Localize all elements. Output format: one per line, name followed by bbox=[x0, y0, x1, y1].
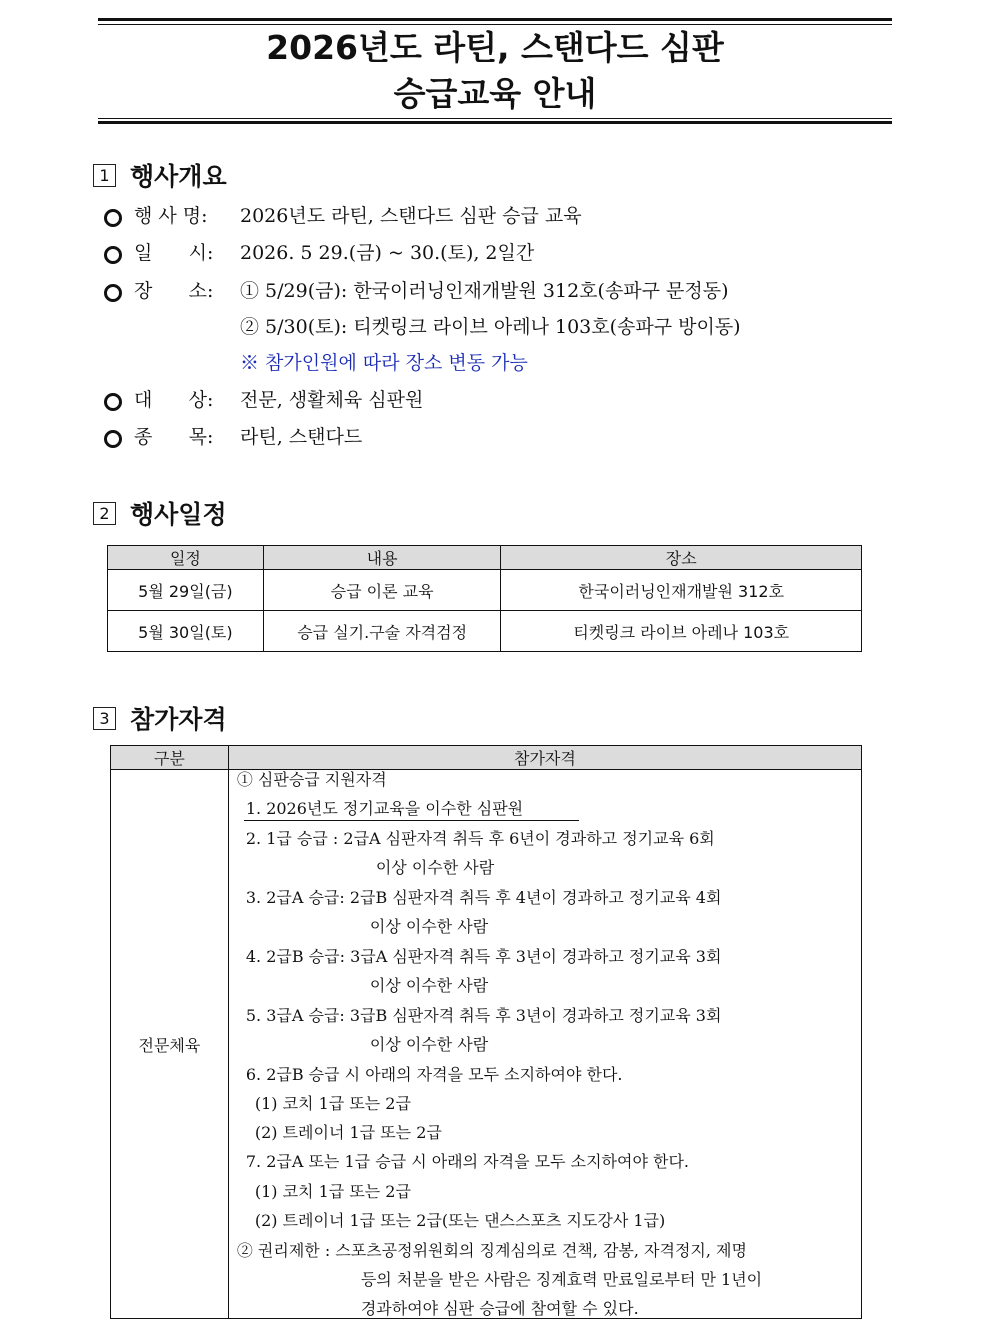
bullet-circle-icon bbox=[104, 393, 122, 411]
overview-label-target: 대 상: bbox=[134, 389, 214, 411]
eligibility-line: ① 심판승급 지원자격 bbox=[236, 770, 387, 789]
eligibility-line: (1) 코치 1급 또는 2급 bbox=[254, 1094, 411, 1113]
column-header: 구분 bbox=[111, 746, 229, 770]
overview-label-place: 장 소: bbox=[134, 280, 214, 302]
eligibility-line: 3. 2급A 승급: 2급B 심판자격 취득 후 4년이 경과하고 정기교육 4회 bbox=[245, 888, 722, 907]
table-cell: 한국이러닝인재개발원 312호 bbox=[501, 570, 862, 611]
eligibility-line: 7. 2급A 또는 1급 승급 시 아래의 자격을 모두 소지하여야 한다. bbox=[245, 1152, 690, 1171]
table-cell: 5월 30일(토) bbox=[108, 611, 264, 652]
eligibility-line: (2) 트레이너 1급 또는 2급(또는 댄스스포츠 지도강사 1급) bbox=[254, 1211, 666, 1230]
eligibility-line: 4. 2급B 승급: 3급A 심판자격 취득 후 3년이 경과하고 정기교육 3회 bbox=[245, 947, 722, 966]
overview-value-date: 2026. 5 29.(금) ~ 30.(토), 2일간 bbox=[240, 242, 535, 264]
table-header-row bbox=[111, 746, 862, 770]
eligibility-line: ② 권리제한 : 스포츠공정위원회의 징계심의로 견책, 감봉, 자격정지, 제명 bbox=[236, 1241, 747, 1260]
eligibility-line: 이상 이수한 사람 bbox=[369, 917, 489, 936]
section-title: 참가자격 bbox=[130, 705, 227, 734]
table-row bbox=[108, 570, 862, 611]
overview-value-name: 2026년도 라틴, 스탠다드 심판 승급 교육 bbox=[240, 205, 582, 227]
section-heading-overview bbox=[93, 160, 227, 190]
page-title-line1: 2026년도 라틴, 스탠다드 심판 bbox=[266, 28, 724, 67]
table-row bbox=[108, 611, 862, 652]
section-number: 3 bbox=[93, 707, 116, 730]
eligibility-line: 5. 3급A 승급: 3급B 심판자격 취득 후 3년이 경과하고 정기교육 3회 bbox=[245, 1006, 722, 1025]
title-top-rule bbox=[98, 18, 892, 21]
table-row bbox=[111, 770, 862, 1319]
bullet-circle-icon bbox=[104, 246, 122, 264]
schedule-table bbox=[107, 545, 862, 652]
eligibility-cell bbox=[228, 770, 861, 1319]
overview-value-event: 라틴, 스탠다드 bbox=[240, 426, 363, 448]
eligibility-line: 등의 처분을 받은 사람은 징계효력 만료일로부터 만 1년이 bbox=[360, 1270, 763, 1289]
overview-label-name: 행 사 명: bbox=[134, 205, 208, 227]
title-top-rule-thin bbox=[98, 24, 892, 25]
title-bottom-rule-thin bbox=[98, 118, 892, 119]
section-heading-schedule bbox=[93, 498, 227, 528]
underline bbox=[244, 820, 579, 821]
eligibility-line: 6. 2급B 승급 시 아래의 자격을 모두 소지하여야 한다. bbox=[245, 1065, 623, 1084]
eligibility-line: (2) 트레이너 1급 또는 2급 bbox=[254, 1123, 442, 1142]
overview-place-note: ※ 참가인원에 따라 장소 변동 가능 bbox=[240, 352, 528, 374]
eligibility-line: 경과하여야 심판 승급에 참여할 수 있다. bbox=[360, 1299, 639, 1318]
overview-value-target: 전문, 생활체육 심판원 bbox=[240, 389, 424, 411]
bullet-circle-icon bbox=[104, 284, 122, 302]
section-title: 행사개요 bbox=[130, 162, 227, 191]
section-number: 2 bbox=[93, 502, 116, 525]
section-number: 1 bbox=[93, 164, 116, 187]
overview-value-place-1: ① 5/29(금): 한국이러닝인재개발원 312호(송파구 문정동) bbox=[240, 280, 729, 302]
column-header: 내용 bbox=[263, 546, 501, 570]
eligibility-line: 2. 1급 승급 : 2급A 심판자격 취득 후 6년이 경과하고 정기교육 6회 bbox=[245, 829, 715, 848]
bullet-circle-icon bbox=[104, 209, 122, 227]
eligibility-table bbox=[110, 745, 862, 1319]
table-cell: 승급 이론 교육 bbox=[263, 570, 501, 611]
bullet-circle-icon bbox=[104, 430, 122, 448]
table-cell: 5월 29일(금) bbox=[108, 570, 264, 611]
eligibility-line: 이상 이수한 사람 bbox=[375, 858, 495, 877]
eligibility-line: 1. 2026년도 정기교육을 이수한 심판원 bbox=[245, 799, 524, 818]
eligibility-line: 이상 이수한 사람 bbox=[369, 1035, 489, 1054]
table-header-row bbox=[108, 546, 862, 570]
eligibility-line: 이상 이수한 사람 bbox=[369, 976, 489, 995]
overview-value-place-2: ② 5/30(토): 티켓링크 라이브 아레나 103호(송파구 방이동) bbox=[240, 316, 741, 338]
column-header: 참가자격 bbox=[228, 746, 861, 770]
column-header: 장소 bbox=[501, 546, 862, 570]
eligibility-line: (1) 코치 1급 또는 2급 bbox=[254, 1182, 411, 1201]
section-heading-eligibility bbox=[93, 703, 227, 733]
page-title-line2: 승급교육 안내 bbox=[393, 74, 597, 113]
table-cell: 승급 실기.구술 자격검정 bbox=[263, 611, 501, 652]
title-bottom-rule bbox=[98, 121, 892, 124]
overview-label-date: 일 시: bbox=[134, 242, 214, 264]
column-header: 일정 bbox=[108, 546, 264, 570]
table-cell: 티켓링크 라이브 아레나 103호 bbox=[501, 611, 862, 652]
overview-label-event: 종 목: bbox=[134, 426, 214, 448]
section-title: 행사일정 bbox=[130, 500, 227, 529]
category-cell: 전문체육 bbox=[111, 770, 229, 1319]
